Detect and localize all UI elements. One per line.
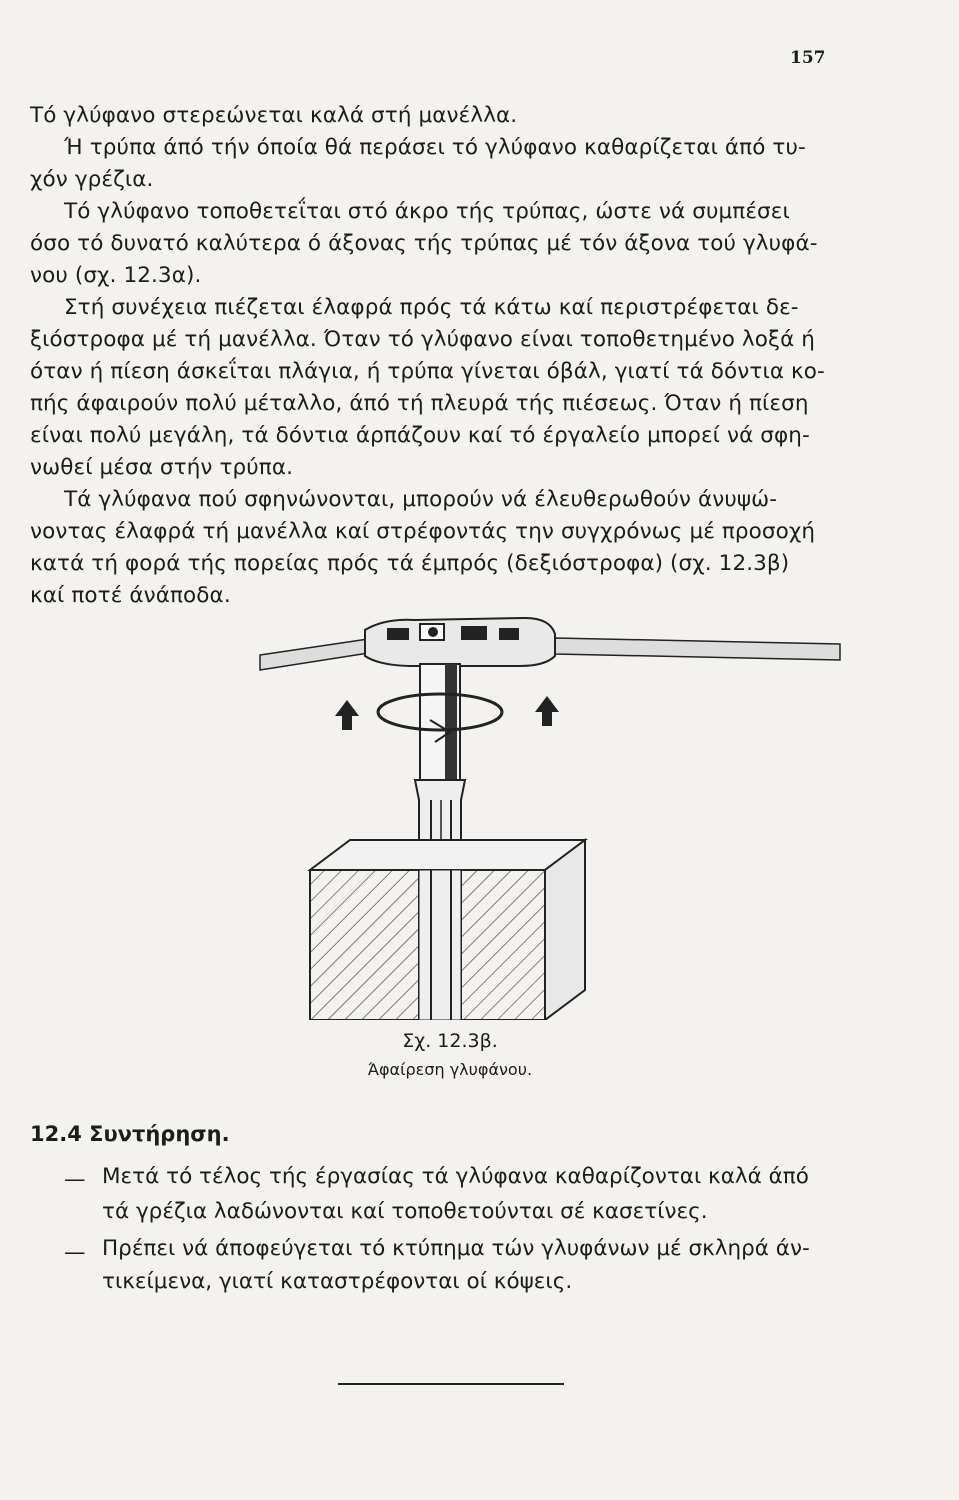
lift-arrow-icon [335,700,359,730]
text-line: νοντας έλαφρά τή μανέλλα καί στρέφοντάς την συγχρόνως μέ προσοχή [30,519,816,544]
end-divider [338,1383,564,1385]
text-line: Ή τρύπα άπό τήν όποία θά περάσει τό γλύφανο καθαρίζεται άπό τυ- [64,135,806,160]
text-line: είναι πολύ μεγάλη, τά δόντια άρπάζουν καί τό έργαλείο μπορεί νά σφη- [30,423,810,448]
text-line: Τό γλύφανο τοποθετεΐται στό άκρο τής τρύπας, ώστε νά συμπέσει [64,199,790,224]
text-line: ξιόστροφα μέ τή μανέλλα. Όταν τό γλύφανο είναι τοποθετημένο λοξά ή [30,327,816,352]
figure-title: Άφαίρεση γλυφάνου. [367,1060,533,1079]
text-line: Στή συνέχεια πιέζεται έλαφρά πρός τά κάτω καί περιστρέφεται δε- [64,295,799,320]
text-line: πής άφαιρούν πολύ μέταλλο, άπό τή πλευρά τής πιέσεως. Όταν ή πίεση [30,391,809,416]
text-line: όσο τό δυνατό καλύτερα ό άξονας τής τρύπας μέ τόν άξονα τού γλυφά- [30,231,818,256]
list-bullet: — [64,1167,86,1192]
page-number: 157 [790,48,826,68]
text-line: Τό γλύφανο στερεώνεται καλά στή μανέλλα. [30,103,518,128]
tap-wrench [260,618,840,670]
text-line: χόν γρέζια. [30,167,154,192]
text-line: κατά τή φορά τής πορείας πρός τά έμπρός (δεξιόστροφα) (σχ. 12.3β) [30,551,790,576]
list-item-line: τά γρέζια λαδώνονται καί τοποθετούνται σέ κασετίνες. [102,1199,708,1224]
workpiece-block [310,840,585,1020]
text-line: καί ποτέ άνάποδα. [30,583,231,608]
text-line: νωθεί μέσα στήν τρύπα. [30,455,294,480]
text-line: νου (σχ. 12.3α). [30,263,202,288]
list-bullet: — [64,1240,86,1265]
list-item-line: Μετά τό τέλος τής έργασίας τά γλύφανα καθαρίζονται καλά άπό [102,1164,809,1189]
list-item-line: τικείμενα, γιατί καταστρέφονται οί κόψεις. [102,1269,573,1294]
figure-number: Σχ. 12.3β. [402,1030,498,1052]
lift-arrow-icon [535,696,559,726]
section-heading: 12.4 Συντήρηση. [30,1122,230,1146]
text-line: όταν ή πίεση άσκεΐται πλάγια, ή τρύπα γίνεται όβάλ, γιατί τά δόντια κο- [30,359,825,384]
text-line: Τά γλύφανα πού σφηνώνονται, μπορούν νά έλευθερωθούν άνυψώ- [64,487,778,512]
list-item-line: Πρέπει νά άποφεύγεται τό κτύπημα τών γλυφάνων μέ σκληρά άν- [102,1236,810,1261]
reamer-removal-illustration [255,600,845,1020]
